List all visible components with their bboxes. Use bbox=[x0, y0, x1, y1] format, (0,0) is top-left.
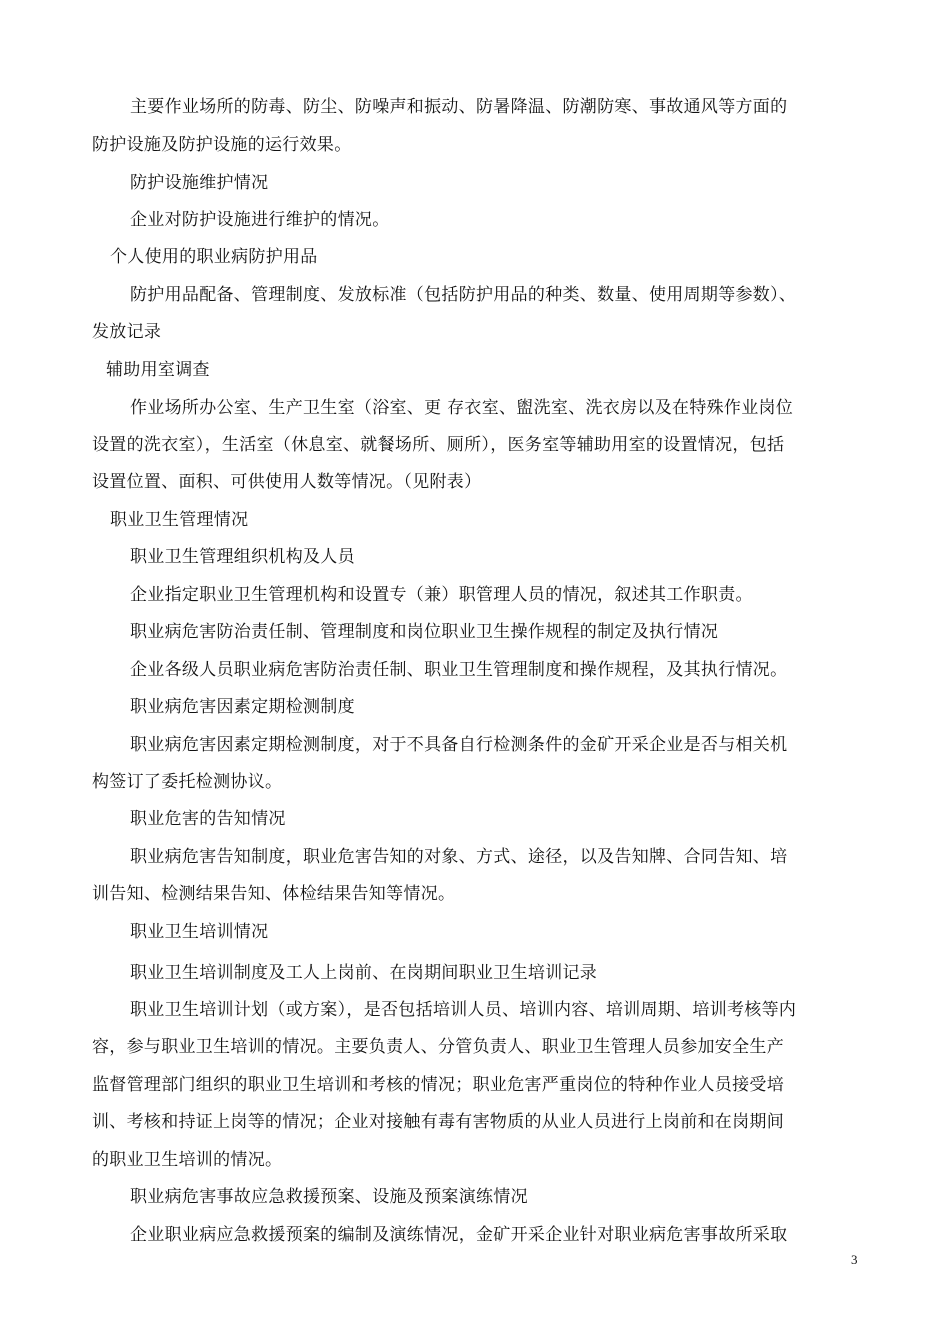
section-heading-training: 职业卫生培训情况 bbox=[130, 922, 269, 942]
text-line-6: 防护用品配备、管理制度、发放标准（包括防护用品的种类、数量、使用周期等参数）、 bbox=[130, 285, 797, 305]
section-heading-occupational-health-management: 职业卫生管理情况 bbox=[110, 510, 249, 530]
text-line-18: 职业病危害因素定期检测制度，对于不具备自行检测条件的金矿开采企业是否与相关机 bbox=[130, 735, 788, 755]
section-heading-periodic-testing: 职业病危害因素定期检测制度 bbox=[130, 697, 355, 717]
section-heading-training-records: 职业卫生培训制度及工人上岗前、在岗期间职业卫生培训记录 bbox=[130, 963, 598, 983]
section-heading-hazard-notification: 职业危害的告知情况 bbox=[130, 809, 286, 829]
text-line-19: 构签订了委托检测协议。 bbox=[92, 772, 283, 792]
text-line-10: 设置的洗衣室），生活室（休息室、就餐场所、厕所），医务室等辅助用室的设置情况，包括 bbox=[92, 435, 785, 455]
section-heading-auxiliary-rooms: 辅助用室调查 bbox=[106, 360, 210, 380]
text-line-11: 设置位置、面积、可供使用人数等情况。（见附表） bbox=[92, 472, 482, 492]
text-line-27: 监督管理部门组织的职业卫生培训和考核的情况；职业危害严重岗位的特种作业人员接受培 bbox=[92, 1075, 784, 1095]
text-line-7: 发放记录 bbox=[92, 322, 162, 342]
text-line-28: 训、考核和持证上岗等的情况；企业对接触有毒有害物质的从业人员进行上岗前和在岗期间 bbox=[92, 1112, 784, 1132]
text-line-9: 作业场所办公室、生产卫生室（浴室、更 存衣室、盥洗室、洗衣房以及在特殊作业岗位 bbox=[130, 398, 794, 418]
page-number: 3 bbox=[851, 1252, 858, 1267]
section-heading-protective-maintenance: 防护设施维护情况 bbox=[130, 173, 269, 193]
section-heading-responsibility-system: 职业病危害防治责任制、管理制度和岗位职业卫生操作规程的制定及执行情况 bbox=[130, 622, 719, 642]
text-line-14: 企业指定职业卫生管理机构和设置专（兼）职管理人员的情况，叙述其工作职责。 bbox=[130, 585, 753, 605]
text-line-16: 企业各级人员职业病危害防治责任制、职业卫生管理制度和操作规程，及其执行情况。 bbox=[130, 660, 788, 680]
text-line-21: 职业病危害告知制度，职业危害告知的对象、方式、途径，以及告知牌、合同告知、培 bbox=[130, 847, 788, 867]
section-heading-emergency-plan: 职业病危害事故应急救援预案、设施及预案演练情况 bbox=[130, 1187, 528, 1207]
text-line-29: 的职业卫生培训的情况。 bbox=[92, 1150, 283, 1170]
text-line-1: 主要作业场所的防毒、防尘、防噪声和振动、防暑降温、防潮防寒、事故通风等方面的 bbox=[130, 97, 788, 117]
text-line-25: 职业卫生培训计划（或方案），是否包括培训人员、培训内容、培训周期、培训考核等内 bbox=[130, 1000, 797, 1020]
text-line-22: 训告知、检测结果告知、体检结果告知等情况。 bbox=[92, 884, 456, 904]
text-line-26: 容，参与职业卫生培训的情况。主要负责人、分管负责人、职业卫生管理人员参加安全生产 bbox=[92, 1037, 784, 1057]
section-heading-organization: 职业卫生管理组织机构及人员 bbox=[130, 547, 355, 567]
text-line-2: 防护设施及防护设施的运行效果。 bbox=[92, 135, 352, 155]
text-line-4: 企业对防护设施进行维护的情况。 bbox=[130, 210, 390, 230]
text-line-31: 企业职业病应急救援预案的编制及演练情况，金矿开采企业针对职业病危害事故所采取 bbox=[130, 1225, 788, 1245]
section-heading-personal-protection: 个人使用的职业病防护用品 bbox=[110, 247, 318, 267]
